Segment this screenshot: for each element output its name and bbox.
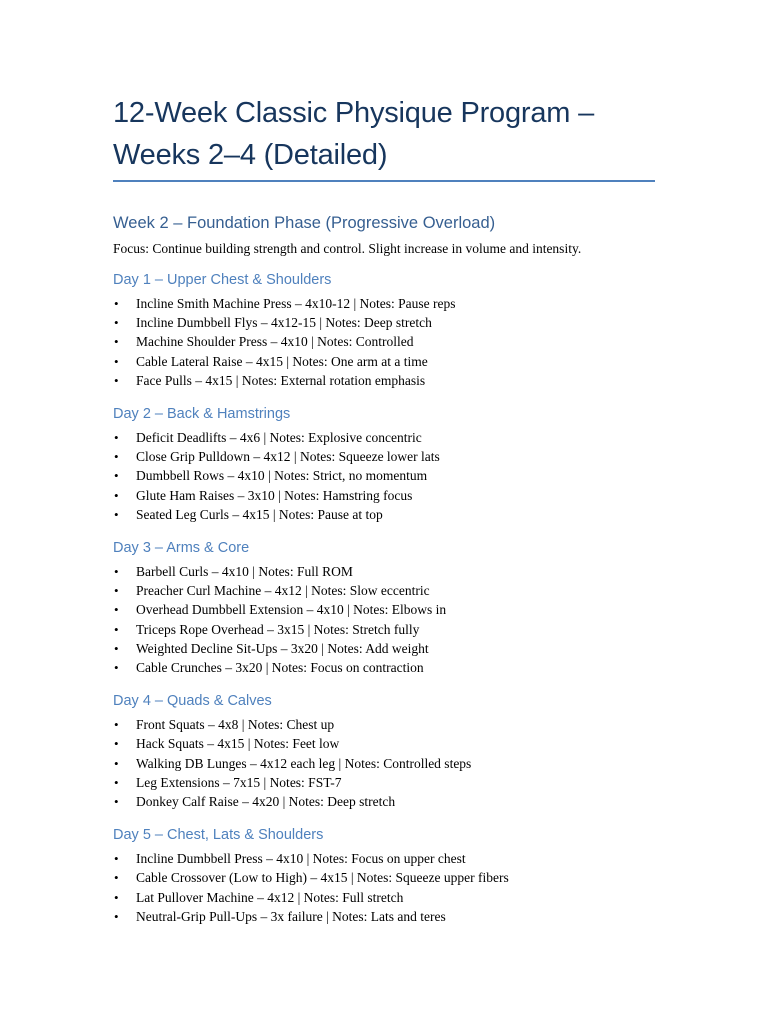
- title-line-2: Weeks 2–4 (Detailed): [113, 139, 388, 171]
- exercise-list-day-3: [113, 562, 655, 677]
- exercise-list-day-1: [113, 294, 655, 390]
- bullet-icon: •: [114, 717, 119, 733]
- list-item: [113, 658, 655, 677]
- list-item: [113, 639, 655, 658]
- bullet-icon: •: [114, 334, 119, 350]
- exercise-text: Deficit Deadlifts – 4x6 | Notes: Explosive concentric: [136, 430, 422, 446]
- list-item: [113, 888, 655, 907]
- document-title: [113, 92, 655, 180]
- list-item: [113, 313, 655, 332]
- list-item: [113, 505, 655, 524]
- exercise-text: Walking DB Lunges – 4x12 each leg | Notes: Controlled steps: [136, 755, 472, 771]
- bullet-icon: •: [114, 755, 119, 771]
- day-heading-4: Day 4 – Quads & Calves: [113, 693, 272, 710]
- exercise-text: Neutral-Grip Pull-Ups – 3x failure | Notes: Lats and teres: [136, 908, 446, 924]
- exercise-text: Cable Crossover (Low to High) – 4x15 | Notes: Squeeze upper fibers: [136, 870, 509, 886]
- exercise-text: Triceps Rope Overhead – 3x15 | Notes: Stretch fully: [136, 621, 420, 637]
- exercise-text: Donkey Calf Raise – 4x20 | Notes: Deep stretch: [136, 794, 396, 810]
- bullet-icon: •: [114, 487, 119, 503]
- exercise-text: Dumbbell Rows – 4x10 | Notes: Strict, no momentum: [136, 468, 428, 484]
- exercise-text: Glute Ham Raises – 3x10 | Notes: Hamstring focus: [136, 487, 413, 503]
- exercise-text: Incline Smith Machine Press – 4x10-12 | Notes: Pause reps: [136, 296, 456, 311]
- exercise-text: Leg Extensions – 7x15 | Notes: FST-7: [136, 774, 342, 790]
- bullet-icon: •: [114, 296, 119, 311]
- list-item: [113, 868, 655, 887]
- title-underline: [113, 180, 655, 182]
- bullet-icon: •: [114, 353, 119, 369]
- day-heading-3: Day 3 – Arms & Core: [113, 540, 250, 557]
- bullet-icon: •: [114, 449, 119, 465]
- list-item: [113, 792, 655, 811]
- exercise-list-day-4: [113, 715, 655, 811]
- list-item: [113, 486, 655, 505]
- bullet-icon: •: [114, 736, 119, 752]
- bullet-icon: •: [114, 794, 119, 810]
- exercise-text: Incline Dumbbell Flys – 4x12-15 | Notes: Deep stretch: [136, 315, 432, 331]
- bullet-icon: •: [114, 315, 119, 331]
- list-item: [113, 466, 655, 485]
- bullet-icon: •: [114, 602, 119, 618]
- title-line-1: 12-Week Classic Physique Program –: [113, 97, 595, 129]
- bullet-icon: •: [114, 430, 119, 446]
- exercise-text: Machine Shoulder Press – 4x10 | Notes: Controlled: [136, 334, 414, 350]
- bullet-icon: •: [114, 851, 119, 867]
- exercise-text: Weighted Decline Sit-Ups – 3x20 | Notes: Add weight: [136, 640, 429, 656]
- bullet-icon: •: [114, 774, 119, 790]
- bullet-icon: •: [114, 506, 119, 522]
- exercise-text: Cable Lateral Raise – 4x15 | Notes: One arm at a time: [136, 353, 428, 369]
- bullet-icon: •: [114, 660, 119, 676]
- list-item: [113, 447, 655, 466]
- day-heading-2: Day 2 – Back & Hamstrings: [113, 406, 291, 423]
- list-item: [113, 754, 655, 773]
- bullet-icon: •: [114, 621, 119, 637]
- list-item: [113, 294, 655, 313]
- list-item: [113, 849, 655, 868]
- list-item: [113, 352, 655, 371]
- exercise-text: Close Grip Pulldown – 4x12 | Notes: Squeeze lower lats: [136, 449, 440, 465]
- list-item: [113, 907, 655, 926]
- bullet-icon: •: [114, 889, 119, 905]
- bullet-icon: •: [114, 372, 119, 388]
- exercise-text: Face Pulls – 4x15 | Notes: External rotation emphasis: [136, 372, 426, 388]
- list-item: [113, 428, 655, 447]
- bullet-icon: •: [114, 583, 119, 599]
- list-item: [113, 332, 655, 351]
- day-heading-1: Day 1 – Upper Chest & Shoulders: [113, 272, 332, 288]
- exercise-list-day-5: [113, 849, 655, 926]
- exercise-text: Seated Leg Curls – 4x15 | Notes: Pause at top: [136, 506, 383, 522]
- exercise-list-day-2: [113, 428, 655, 524]
- exercise-text: Preacher Curl Machine – 4x12 | Notes: Slow eccentric: [136, 583, 430, 599]
- exercise-text: Overhead Dumbbell Extension – 4x10 | Notes: Elbows in: [136, 602, 447, 618]
- week-focus-text: Focus: Continue building strength and control. Slight increase in volume and intensity.: [113, 241, 582, 256]
- list-item: [113, 734, 655, 753]
- week-heading: Week 2 – Foundation Phase (Progressive Overload): [113, 214, 496, 232]
- bullet-icon: •: [114, 870, 119, 886]
- exercise-text: Lat Pullover Machine – 4x12 | Notes: Full stretch: [136, 889, 404, 905]
- exercise-text: Hack Squats – 4x15 | Notes: Feet low: [136, 736, 340, 752]
- day-heading-5: Day 5 – Chest, Lats & Shoulders: [113, 827, 324, 844]
- list-item: [113, 600, 655, 619]
- bullet-icon: •: [114, 468, 119, 484]
- list-item: [113, 773, 655, 792]
- exercise-text: Barbell Curls – 4x10 | Notes: Full ROM: [136, 564, 353, 580]
- exercise-text: Incline Dumbbell Press – 4x10 | Notes: Focus on upper chest: [136, 851, 466, 867]
- bullet-icon: •: [114, 640, 119, 656]
- bullet-icon: •: [114, 564, 119, 580]
- list-item: [113, 581, 655, 600]
- bullet-icon: •: [114, 908, 119, 924]
- list-item: [113, 620, 655, 639]
- list-item: [113, 562, 655, 581]
- document-page: [113, 92, 655, 926]
- exercise-text: Front Squats – 4x8 | Notes: Chest up: [136, 717, 335, 733]
- list-item: [113, 715, 655, 734]
- list-item: [113, 371, 655, 390]
- exercise-text: Cable Crunches – 3x20 | Notes: Focus on contraction: [136, 660, 424, 676]
